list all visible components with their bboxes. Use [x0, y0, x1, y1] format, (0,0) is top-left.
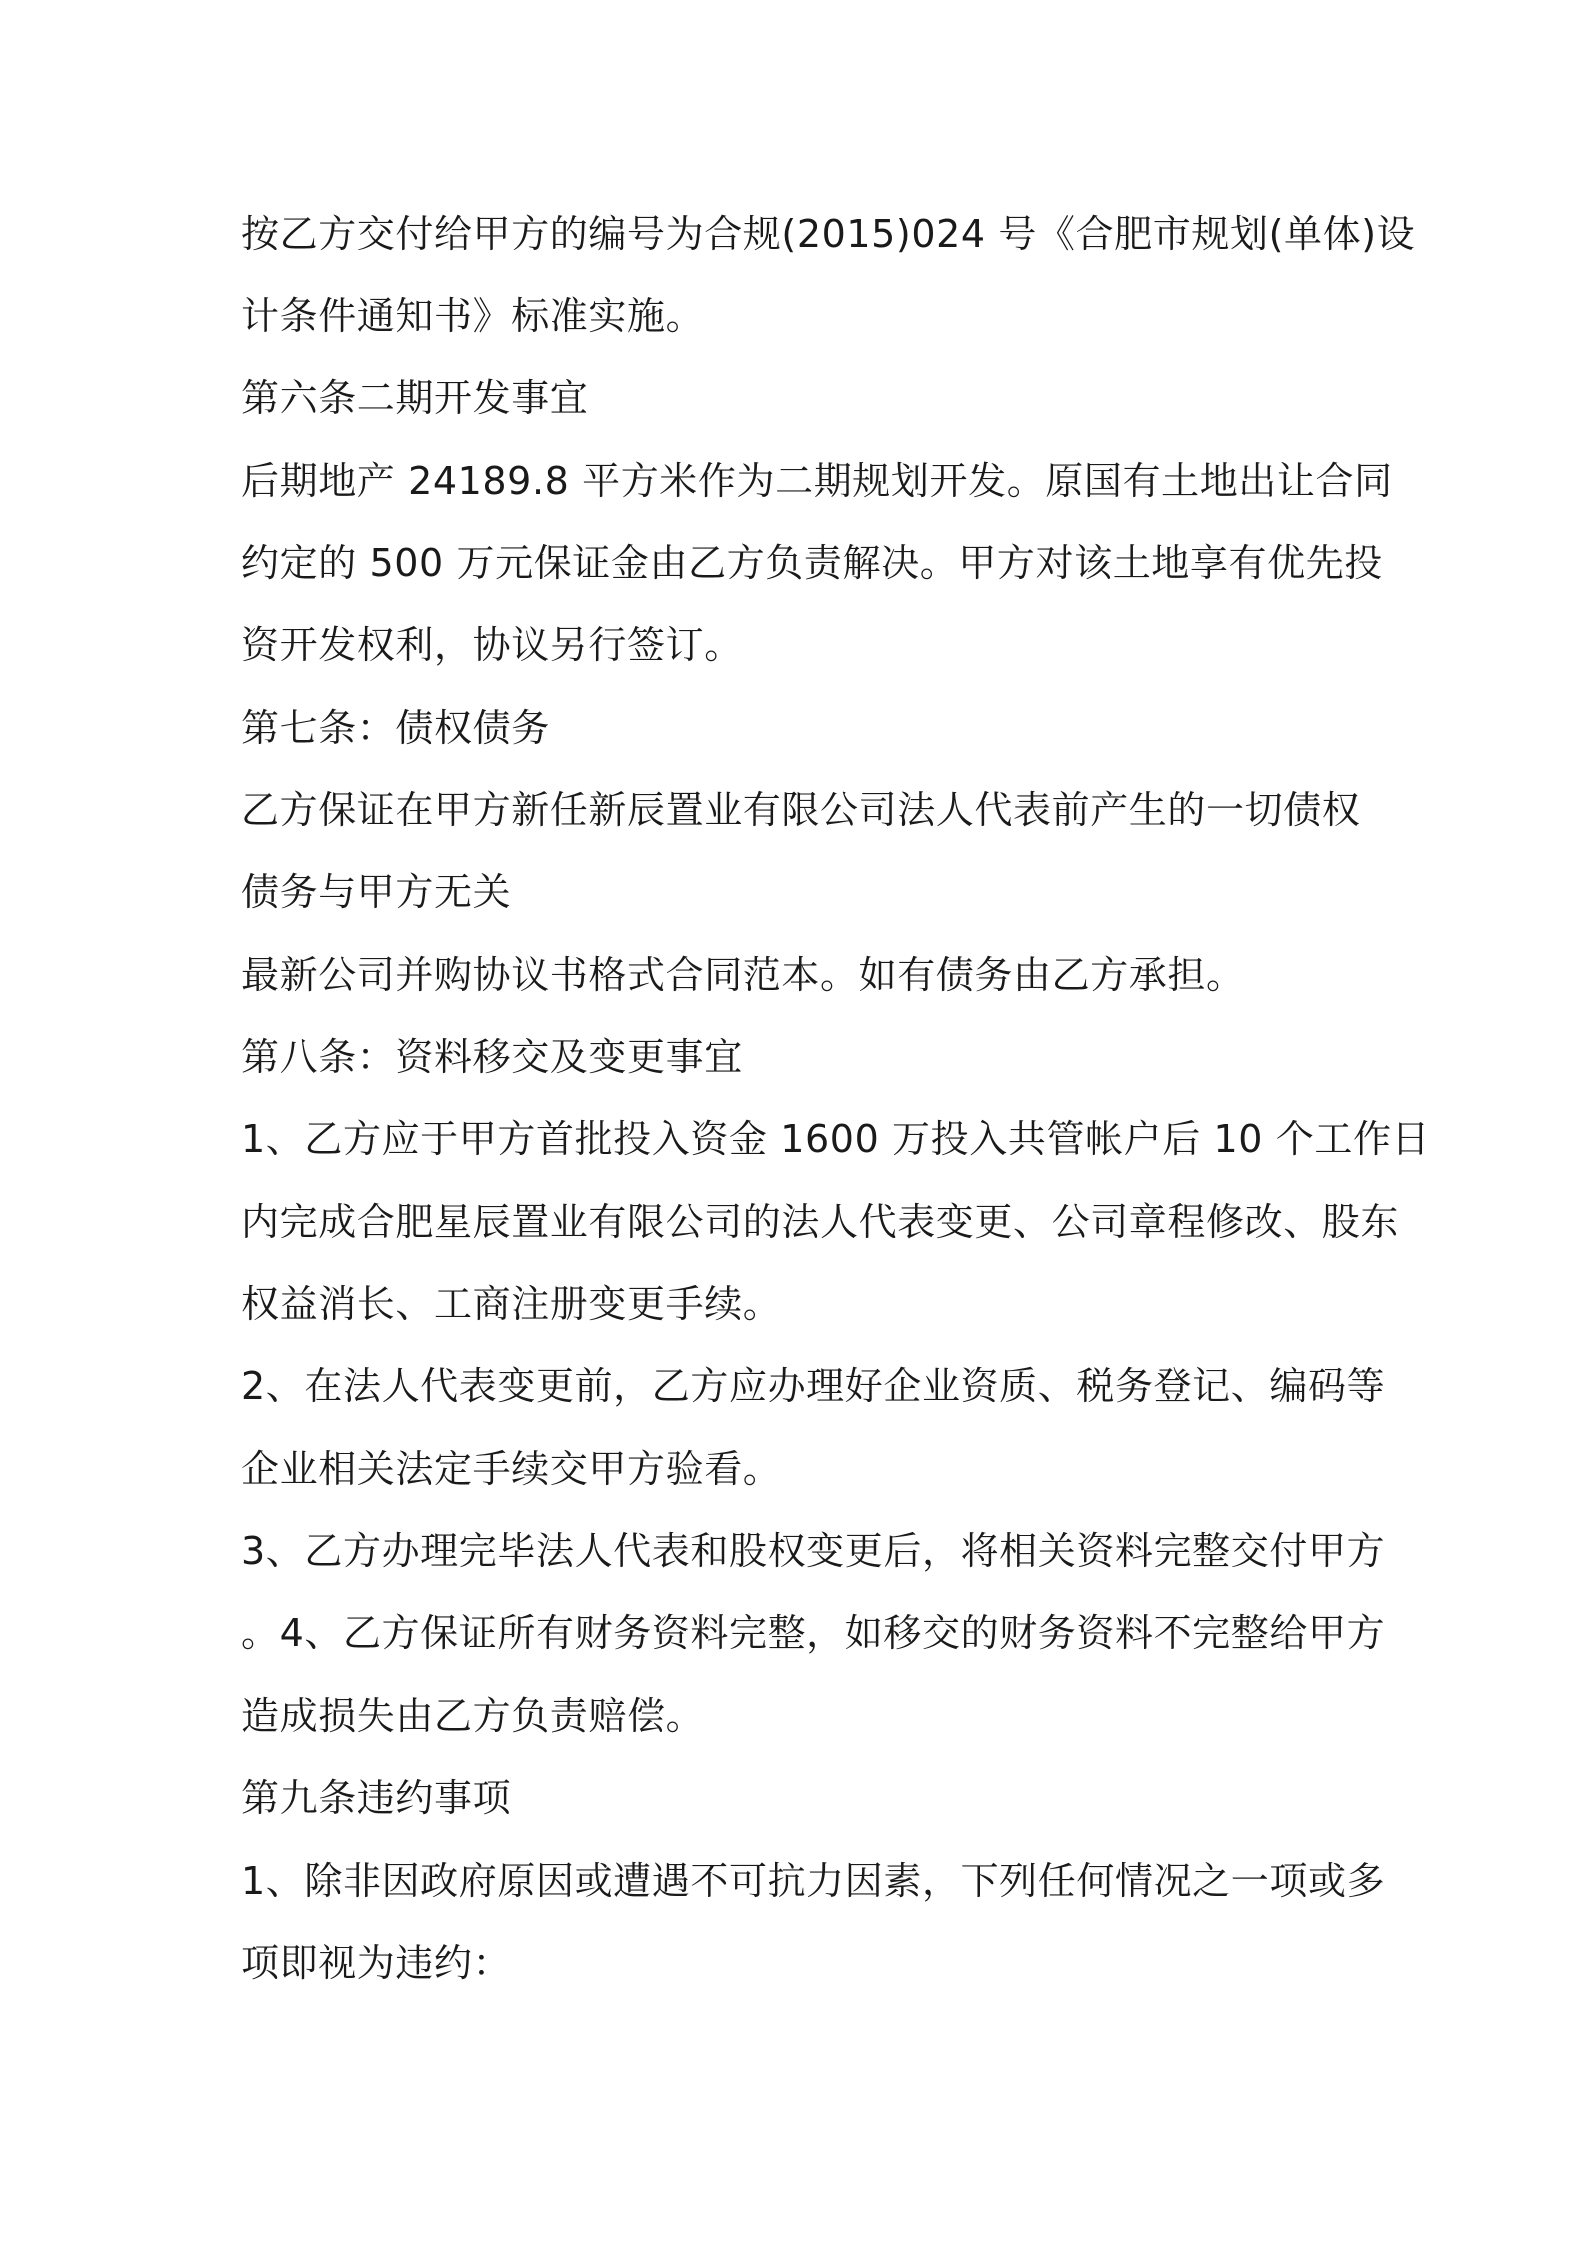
text-line-8: 乙方保证在甲方新任新辰置业有限公司法人代表前产生的一切债权 [241, 788, 1361, 832]
section-heading-7: 第七条：债权债务 [241, 706, 550, 750]
text-line-1: 按乙方交付给甲方的编号为合规(2015)024 号《合肥市规划(单体)设 [241, 212, 1416, 256]
text-line-2: 计条件通知书》标准实施。 [241, 294, 705, 338]
text-line-16: 企业相关法定手续交甲方验看。 [241, 1447, 782, 1491]
text-line-9: 债务与甲方无关 [241, 870, 512, 914]
text-line-15: 2、在法人代表变更前，乙方应办理好企业资质、税务登记、编码等 [241, 1364, 1386, 1408]
text-line-19: 造成损失由乙方负责赔偿。 [241, 1694, 705, 1738]
section-heading-6: 第六条二期开发事宜 [241, 376, 589, 420]
text-line-4: 后期地产 24189.8 平方米作为二期规划开发。原国有土地出让合同 [241, 459, 1393, 503]
text-line-6: 资开发权利，协议另行签订。 [241, 623, 743, 667]
text-line-12: 1、乙方应于甲方首批投入资金 1600 万投入共管帐户后 10 个工作日 [241, 1117, 1431, 1161]
text-line-10: 最新公司并购协议书格式合同范本。如有债务由乙方承担。 [241, 953, 1245, 997]
section-heading-9: 第九条违约事项 [241, 1776, 512, 1820]
text-line-21: 1、除非因政府原因或遭遇不可抗力因素，下列任何情况之一项或多 [241, 1859, 1386, 1903]
text-line-17: 3、乙方办理完毕法人代表和股权变更后，将相关资料完整交付甲方 [241, 1529, 1386, 1573]
text-line-18: 。4、乙方保证所有财务资料完整，如移交的财务资料不完整给甲方 [241, 1611, 1386, 1655]
text-line-5: 约定的 500 万元保证金由乙方负责解决。甲方对该土地享有优先投 [241, 541, 1383, 585]
text-line-13: 内完成合肥星辰置业有限公司的法人代表变更、公司章程修改、股东 [241, 1200, 1400, 1244]
text-line-14: 权益消长、工商注册变更手续。 [241, 1282, 782, 1326]
section-heading-8: 第八条：资料移交及变更事宜 [241, 1035, 743, 1079]
text-line-22: 项即视为违约： [241, 1941, 512, 1985]
